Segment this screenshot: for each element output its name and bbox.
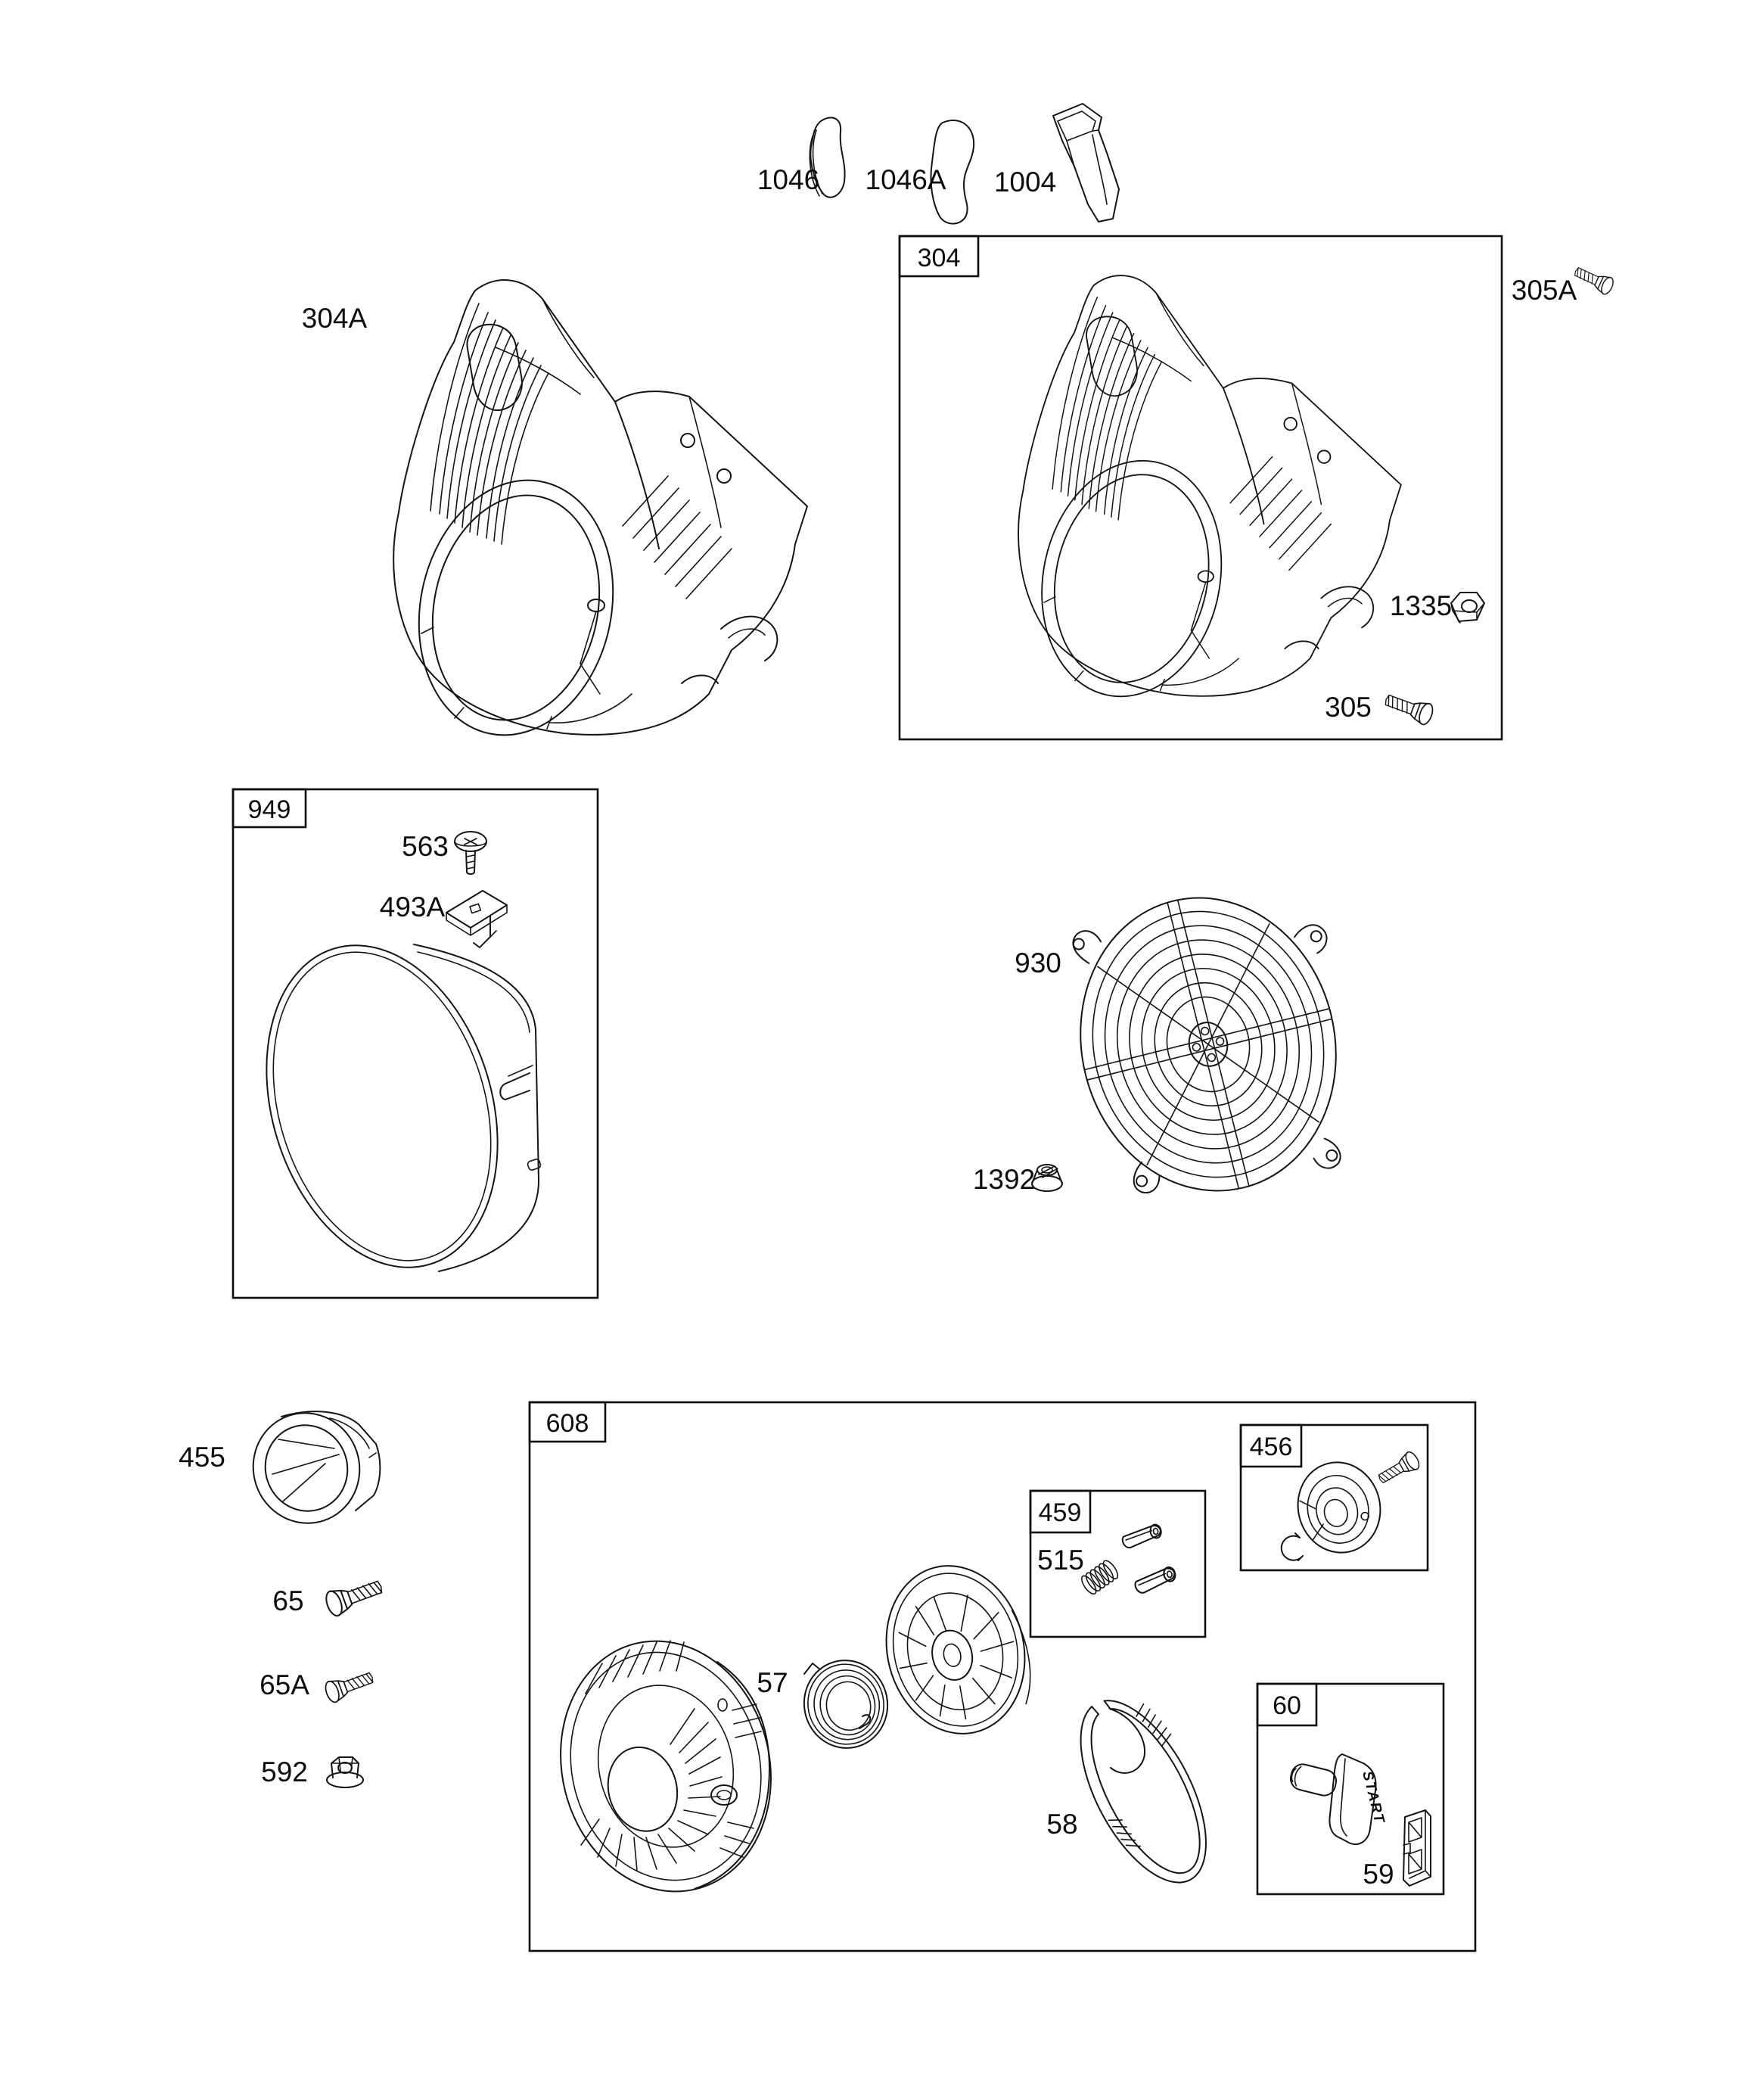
part-592-nut (327, 1757, 363, 1787)
part-57-rewind-spring (796, 1653, 896, 1756)
callout-1392: 1392 (972, 1164, 1036, 1195)
group-456-friction-plate-kit (1241, 1425, 1428, 1570)
part-493A-bracket (446, 891, 507, 947)
callout-57: 57 (757, 1667, 788, 1698)
group-label-608: 608 (545, 1409, 589, 1438)
part-456-screw (1375, 1450, 1422, 1488)
group-949 (229, 789, 598, 1298)
callout-65: 65 (272, 1585, 304, 1616)
group-label-459: 459 (1038, 1498, 1082, 1527)
callout-493A: 493A (379, 891, 446, 922)
group-label-949: 949 (247, 795, 291, 824)
group-608-rewind-starter (530, 1402, 1475, 1951)
part-459-pawl (1133, 1566, 1177, 1594)
group-60-handle-kit (1257, 1684, 1444, 1894)
part-1392-nut (1032, 1165, 1062, 1191)
group-label-304: 304 (917, 244, 961, 272)
group-304 (900, 236, 1502, 739)
part-1004-air-guide (1053, 104, 1119, 222)
callout-515: 515 (1037, 1545, 1084, 1576)
part-60-starter-handle (1288, 1754, 1388, 1844)
part-65A-screw (323, 1667, 376, 1704)
callout-1046A: 1046A (865, 164, 946, 195)
part-305A-screw (1572, 263, 1616, 296)
part-456-friction-plate (1288, 1453, 1390, 1562)
callout-305A: 305A (1511, 275, 1577, 306)
callout-592: 592 (261, 1756, 308, 1787)
callout-58: 58 (1046, 1809, 1078, 1840)
part-65-screw (323, 1574, 385, 1618)
part-930-fan-guard (1050, 867, 1381, 1220)
callout-1004: 1004 (993, 166, 1057, 198)
callout-65A: 65A (259, 1669, 309, 1700)
callout-304A: 304A (301, 303, 368, 334)
part-949-blower-housing-cover (229, 916, 542, 1296)
part-515-spring (1079, 1558, 1120, 1596)
part-1335-nut (1451, 593, 1484, 623)
callout-1046: 1046 (757, 164, 820, 195)
group-459-pawl-kit (1030, 1491, 1205, 1637)
part-608-pulley (869, 1551, 1044, 1748)
group-label-456: 456 (1249, 1433, 1293, 1461)
group-label-60: 60 (1273, 1691, 1301, 1720)
handle-embossed-text: START (1359, 1769, 1388, 1826)
callout-455: 455 (179, 1442, 225, 1473)
part-59-handle-insert (1403, 1810, 1431, 1886)
part-608-starter-housing (535, 1619, 797, 1914)
part-58-spring (1055, 1680, 1235, 1902)
part-563-screw (455, 832, 486, 874)
callout-930: 930 (1015, 947, 1061, 978)
part-455-starter-cup (239, 1399, 380, 1537)
part-459-pawl (1120, 1523, 1163, 1548)
callout-563: 563 (402, 831, 449, 862)
part-304-blower-housing (1018, 275, 1401, 714)
callout-59: 59 (1363, 1859, 1394, 1890)
callout-1335: 1335 (1389, 590, 1453, 621)
part-304A-blower-housing (393, 280, 807, 753)
part-305-screw (1382, 689, 1435, 726)
callout-305: 305 (1325, 692, 1372, 723)
part-456-retaining-ring (1282, 1533, 1303, 1560)
